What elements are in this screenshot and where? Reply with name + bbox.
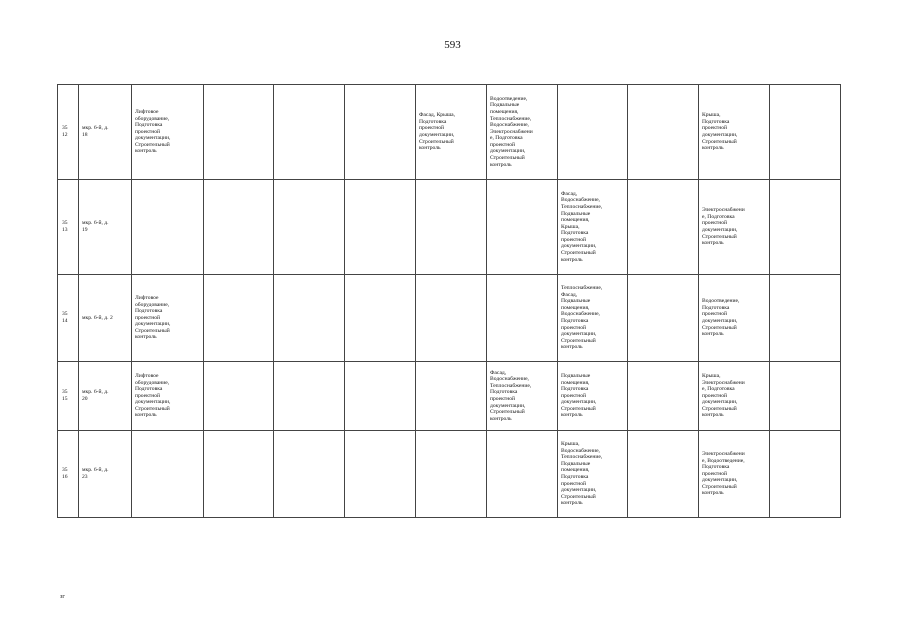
work-cell xyxy=(132,180,204,275)
table-row xyxy=(58,180,841,275)
work-cell: Лифтовое оборудование, Подготовка проектной документации, Строительный контроль xyxy=(132,275,204,362)
work-cell: Фасад, Водоснабжение, Теплоснабжение, Подвальные помещения, Крыша, Подготовка проектной документации, Строительный контроль xyxy=(558,180,628,275)
work-cell: Фасад, Водоснабжение, Теплоснабжение, Подготовка проектной документации, Строительный контроль xyxy=(487,362,558,431)
work-cell xyxy=(770,85,841,180)
row-number: 35 14 xyxy=(58,275,79,362)
row-number: 35 16 xyxy=(58,431,79,518)
work-cell xyxy=(204,431,274,518)
address-cell: мкр. 6-й, д. 2 xyxy=(79,275,132,362)
work-cell: Электроснабжени е, Водоотведение, Подготовка проектной документации, Строительный контроль xyxy=(699,431,770,518)
work-cell: Водоотведение, Подготовка проектной документации, Строительный контроль xyxy=(699,275,770,362)
work-cell xyxy=(416,431,487,518)
address-cell: мкр. 6-й, д. 18 xyxy=(79,85,132,180)
work-cell xyxy=(345,431,416,518)
work-cell xyxy=(416,362,487,431)
work-cell: Крыша, Водоснабжение, Теплоснабжение, Подвальные помещения, Подготовка проектной документации, Строительный контроль xyxy=(558,431,628,518)
repair-schedule-table xyxy=(57,84,841,518)
work-cell xyxy=(204,85,274,180)
work-cell xyxy=(132,431,204,518)
work-cell xyxy=(274,431,345,518)
work-cell xyxy=(770,275,841,362)
work-cell xyxy=(204,275,274,362)
work-cell: Лифтовое оборудование, Подготовка проектной документации, Строительный контроль xyxy=(132,362,204,431)
work-cell xyxy=(487,431,558,518)
work-cell xyxy=(770,431,841,518)
work-cell xyxy=(487,275,558,362)
row-number: 35 15 xyxy=(58,362,79,431)
work-cell: Фасад, Крыша, Подготовка проектной документации, Строительный контроль xyxy=(416,85,487,180)
work-cell xyxy=(770,362,841,431)
work-cell: Крыша, Электроснабжени е, Подготовка проектной документации, Строительный контроль xyxy=(699,362,770,431)
work-cell xyxy=(487,180,558,275)
work-cell xyxy=(274,85,345,180)
work-cell xyxy=(558,85,628,180)
table-row xyxy=(58,85,841,180)
work-cell xyxy=(204,362,274,431)
work-cell: Электроснабжени е, Подготовка проектной документации, Строительный контроль xyxy=(699,180,770,275)
work-cell xyxy=(628,362,699,431)
footer-mark: зг xyxy=(60,594,65,600)
work-cell xyxy=(416,275,487,362)
work-cell: Водоотведение, Подвальные помещения, Теплоснабжение, Водоснабжение, Электроснабжени е, Подготовка проектной документации, Строительный контроль xyxy=(487,85,558,180)
address-cell: мкр. 6-й, д. 19 xyxy=(79,180,132,275)
work-cell xyxy=(345,180,416,275)
work-cell xyxy=(628,180,699,275)
work-cell: Лифтовое оборудование, Подготовка проектной документации, Строительный контроль xyxy=(132,85,204,180)
work-cell xyxy=(345,85,416,180)
work-cell xyxy=(628,431,699,518)
row-number: 35 13 xyxy=(58,180,79,275)
work-cell xyxy=(345,275,416,362)
table-row xyxy=(58,275,841,362)
work-cell xyxy=(274,362,345,431)
work-cell xyxy=(416,180,487,275)
address-cell: мкр. 6-й, д. 23 xyxy=(79,431,132,518)
work-cell: Теплоснабжение, Фасад, Подвальные помещения, Водоснабжение, Подготовка проектной документации, Строительный контроль xyxy=(558,275,628,362)
address-cell: мкр. 6-й, д. 20 xyxy=(79,362,132,431)
work-cell xyxy=(628,275,699,362)
work-cell xyxy=(274,180,345,275)
table-row xyxy=(58,431,841,518)
work-cell xyxy=(274,275,345,362)
page-number: 593 xyxy=(444,39,461,51)
work-cell xyxy=(345,362,416,431)
table-row xyxy=(58,362,841,431)
work-cell xyxy=(204,180,274,275)
work-cell: Подвальные помещения, Подготовка проектной документации, Строительный контроль xyxy=(558,362,628,431)
row-number: 35 12 xyxy=(58,85,79,180)
work-cell: Крыша, Подготовка проектной документации, Строительный контроль xyxy=(699,85,770,180)
work-cell xyxy=(628,85,699,180)
work-cell xyxy=(770,180,841,275)
